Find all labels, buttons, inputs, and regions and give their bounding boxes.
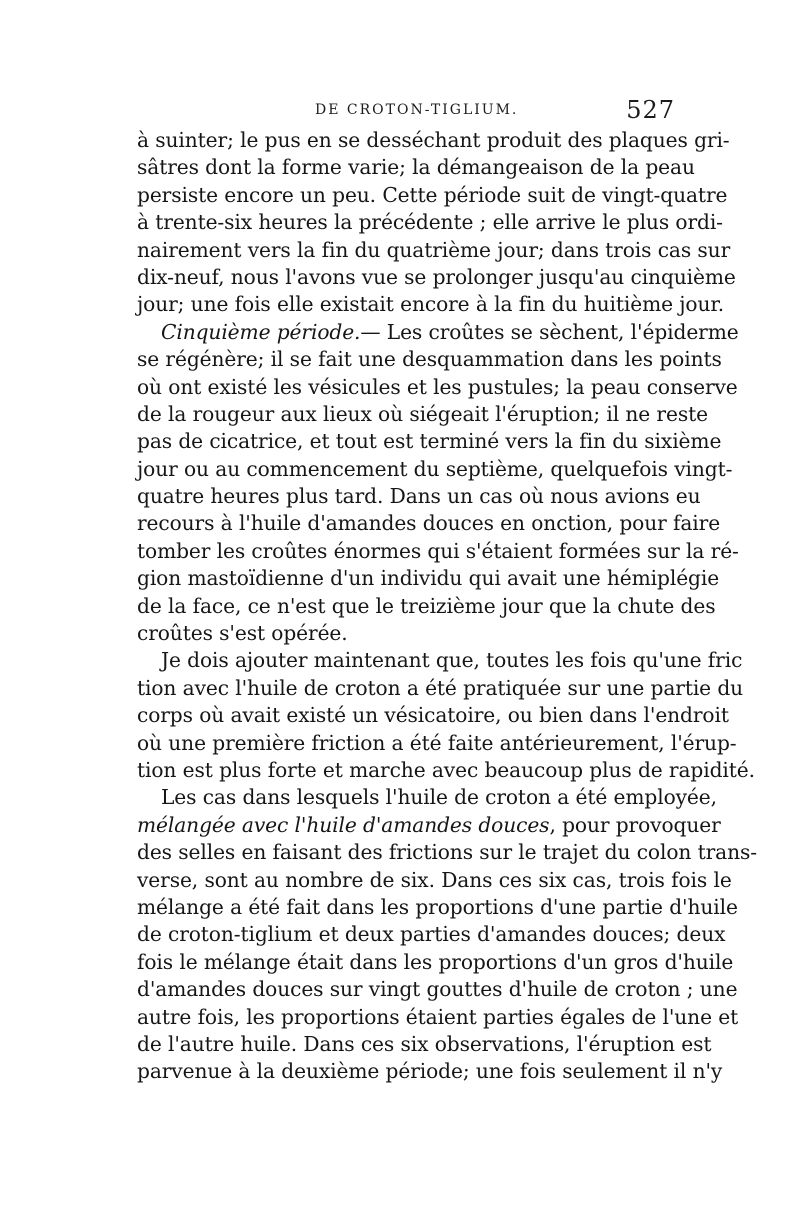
text-line: de la rougeur aux lieux où siégeait l'éruption; il ne reste: [137, 401, 708, 426]
text-line: nairement vers la fin du quatrième jour; dans trois cas sur: [137, 237, 731, 262]
text-line: [137, 319, 739, 346]
text-line: de croton-tiglium et deux parties d'amandes douces; deux: [137, 922, 726, 947]
text-line: corps où avait existé un vésicatoire, ou bien dans l'endroit: [137, 703, 729, 728]
text-line-rest: , pour provoquer: [549, 812, 721, 837]
text-line: persiste encore un peu. Cette période suit de vingt-quatre: [137, 182, 728, 207]
running-head: [137, 96, 675, 128]
text-line: sâtres dont la forme varie; la démangeaison de la peau: [137, 155, 695, 180]
text-line: autre fois, les proportions étaient parties égales de l'une et: [137, 1004, 739, 1029]
page-number: 527: [626, 96, 675, 124]
text-line-rest: — Les croûtes se sèchent, l'épiderme: [360, 319, 739, 344]
running-title: DE CROTON-TIGLIUM.: [315, 102, 519, 118]
italic-heading: Cinquième période.: [161, 319, 361, 344]
text-line: de la face, ce n'est que le treizième jour que la chute des: [137, 593, 716, 618]
text-line: gion mastoïdienne d'un individu qui avait une hémiplégie: [137, 566, 720, 591]
text-line: mélange a été fait dans les proportions d'une partie d'huile: [137, 894, 738, 919]
text-line: tomber les croûtes énormes qui s'étaient formées sur la ré-: [137, 538, 739, 563]
text-line: de l'autre huile. Dans ces six observations, l'éruption est: [137, 1031, 712, 1056]
text-line: dix-neuf, nous l'avons vue se prolonger jusqu'au cinquième: [137, 264, 736, 289]
text-line: où une première friction a été faite antérieurement, l'érup-: [137, 730, 737, 755]
text-line: à suinter; le pus en se desséchant produit des plaques gri-: [137, 128, 730, 152]
text-line: quatre heures plus tard. Dans un cas où nous avions eu: [137, 484, 701, 509]
text-line: jour; une fois elle existait encore à la fin du huitième jour.: [137, 292, 725, 317]
text-line: jour ou au commencement du septième, quelquefois vingt-: [137, 456, 733, 481]
text-line: se régénère; il se fait une desquammation dans les points: [137, 347, 722, 372]
text-line: fois le mélange était dans les proportions d'un gros d'huile: [137, 949, 734, 974]
body-text: [137, 127, 757, 1086]
text-line: pas de cicatrice, et tout est terminé vers la fin du sixième: [137, 429, 722, 454]
text-line: où ont existé les vésicules et les pustules; la peau conserve: [137, 374, 738, 399]
text-line: des selles en faisant des frictions sur le trajet du colon trans-: [137, 840, 757, 865]
text-line: parvenue à la deuxième période; une fois seulement il n'y: [137, 1059, 723, 1084]
text-line: à trente-six heures la précédente ; elle arrive le plus ordi-: [137, 210, 723, 235]
text-line: [137, 812, 721, 839]
text-line: Les cas dans lesquels l'huile de croton a été employée,: [161, 785, 717, 810]
text-line: croûtes s'est opérée.: [137, 621, 348, 646]
italic-phrase: mélangée avec l'huile d'amandes douces: [137, 812, 550, 837]
text-line: d'amandes douces sur vingt gouttes d'huile de croton ; une: [137, 977, 738, 1002]
text-line: Je dois ajouter maintenant que, toutes les fois qu'une fric: [161, 648, 743, 673]
text-line: tion avec l'huile de croton a été pratiquée sur une partie du: [137, 675, 744, 700]
text-line: verse, sont au nombre de six. Dans ces six cas, trois fois le: [137, 867, 732, 892]
text-line: recours à l'huile d'amandes douces en onction, pour faire: [137, 511, 721, 536]
text-line: tion est plus forte et marche avec beaucoup plus de rapidité.: [137, 757, 755, 782]
